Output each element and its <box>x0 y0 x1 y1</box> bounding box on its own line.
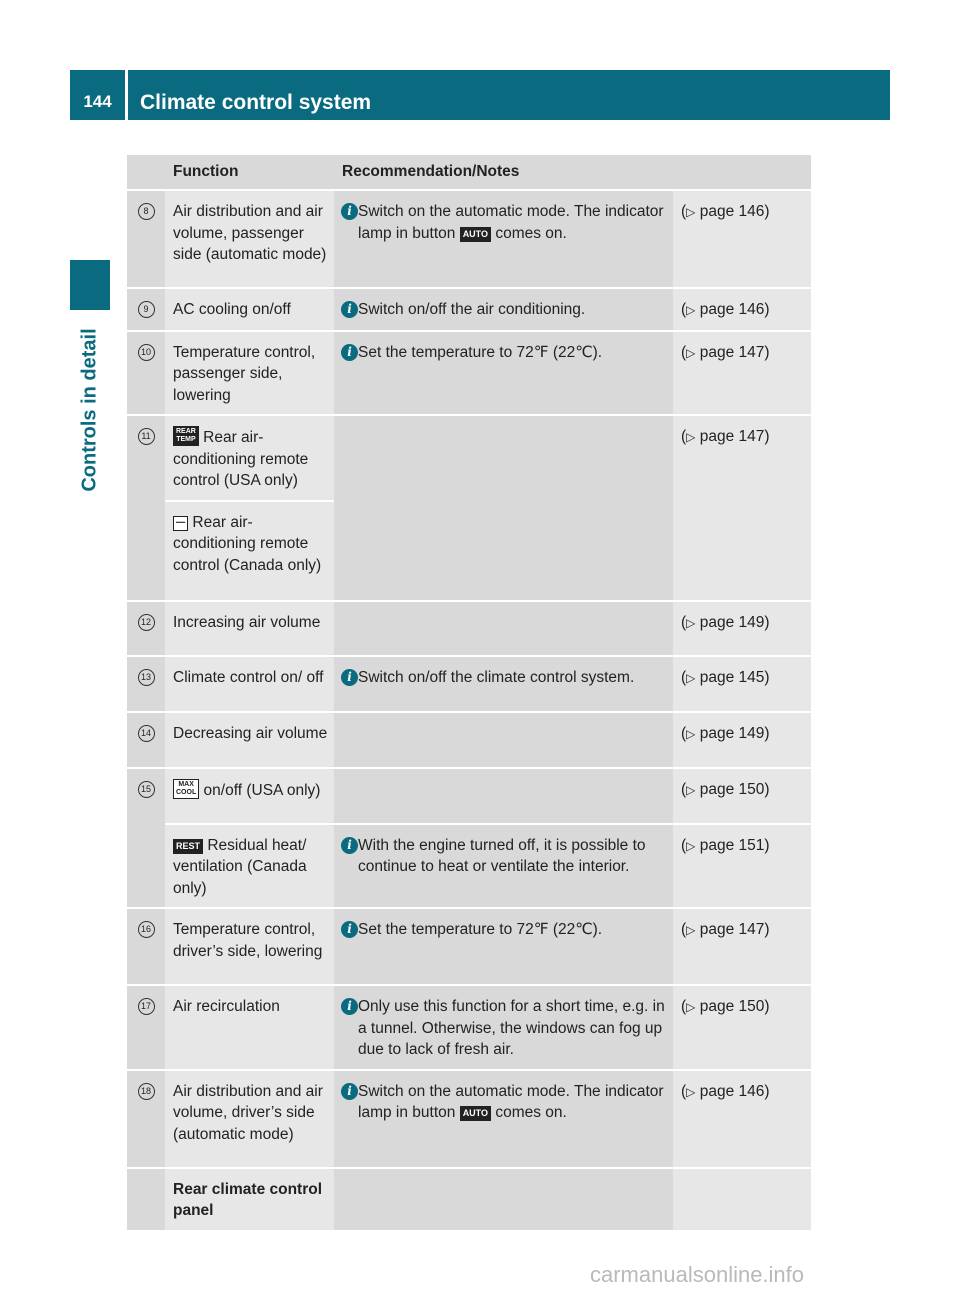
page-ref-cell[interactable]: (▷ page 147) <box>673 331 811 416</box>
note-text-end: comes on. <box>491 1104 567 1121</box>
table-row <box>127 824 811 909</box>
function-cell: Decreasing air volume <box>165 712 334 768</box>
note-cell <box>334 1070 673 1168</box>
page-ref-cell[interactable]: (▷ page 146) <box>673 288 811 331</box>
row-number <box>127 601 165 656</box>
header-page-cell <box>673 155 811 190</box>
triangle-icon: ▷ <box>686 345 696 360</box>
triangle-icon: ▷ <box>686 1000 696 1014</box>
section-title: Climate control system <box>140 91 372 114</box>
table-row <box>127 288 811 331</box>
function-cell <box>165 415 334 501</box>
note-text: Switch on/off the climate control system. <box>358 668 635 686</box>
function-cell: Rear climate control panel <box>165 1168 334 1231</box>
function-table <box>127 155 811 1232</box>
triangle-icon: ▷ <box>686 782 696 797</box>
table-row <box>127 712 811 768</box>
row-number <box>127 331 165 416</box>
function-cell: Temperature control, passenger side, lowering <box>165 331 334 416</box>
watermark: carmanualsonline.info <box>590 1262 805 1287</box>
function-text: Rear air-conditioning remote control (Canada only) <box>173 513 322 574</box>
rear-temp-top: REAR <box>176 428 196 435</box>
circled-number: 14 <box>138 725 155 742</box>
triangle-icon: ▷ <box>686 430 696 444</box>
function-cell <box>165 824 334 909</box>
side-label-text: Controls in detail <box>78 328 101 492</box>
triangle-icon: ▷ <box>686 726 696 741</box>
circled-number: 15 <box>138 781 155 798</box>
table-row <box>127 1168 811 1231</box>
max-cool-bottom: COOL <box>176 788 197 796</box>
page-number: 144 <box>83 92 112 111</box>
info-icon: i <box>341 998 358 1015</box>
row-number <box>127 1070 165 1168</box>
page-ref-cell[interactable]: (▷ page 149) <box>673 712 811 768</box>
info-icon: i <box>341 669 358 686</box>
info-icon: i <box>341 344 358 361</box>
page-ref[interactable]: page 147) <box>699 921 770 938</box>
triangle-icon: ▷ <box>686 205 696 219</box>
note-cell <box>334 908 673 985</box>
page-ref-cell[interactable]: (▷ page 146) <box>673 190 811 288</box>
note-text: Switch on/off the air conditioning. <box>358 301 586 318</box>
page-ref[interactable]: page 146) <box>699 203 770 220</box>
function-cell: AC cooling on/off <box>165 288 334 331</box>
page-ref-cell[interactable]: (▷ page 147) <box>673 415 811 601</box>
triangle-icon: ▷ <box>686 615 696 630</box>
note-text: Switch on the automatic mode. The indicator lamp in button <box>358 203 664 242</box>
info-icon: i <box>341 301 358 318</box>
function-cell <box>165 768 334 824</box>
note-cell <box>334 601 673 656</box>
triangle-icon: ▷ <box>686 1084 696 1099</box>
page-ref-cell <box>673 1168 811 1231</box>
note-cell <box>334 985 673 1070</box>
circled-number: 9 <box>138 301 155 318</box>
max-cool-top: MAX <box>178 780 194 788</box>
page-ref[interactable]: page 147) <box>699 428 770 445</box>
note-cell <box>334 768 673 824</box>
page-ref[interactable]: page 147) <box>699 343 770 361</box>
rear-fan-button-icon: ⲻⲻ <box>173 516 188 531</box>
note-cell <box>334 331 673 416</box>
page-ref[interactable]: page 150) <box>699 998 770 1015</box>
page-ref-cell[interactable]: (▷ page 150) <box>673 985 811 1070</box>
note-text: Set the temperature to 72℉ (22℃). <box>358 921 603 938</box>
rear-temp-button-icon <box>173 426 199 446</box>
max-cool-button-icon <box>173 779 199 799</box>
side-label <box>70 310 110 510</box>
page-ref-cell[interactable]: (▷ page 146) <box>673 1070 811 1168</box>
table-row <box>127 985 811 1070</box>
row-number <box>127 1168 165 1231</box>
table-row <box>127 656 811 712</box>
row-number <box>127 908 165 985</box>
rest-button-icon: REST <box>173 839 203 854</box>
row-number <box>127 768 165 909</box>
page-ref[interactable]: page 146) <box>699 301 770 318</box>
page-ref-cell[interactable]: (▷ page 150) <box>673 768 811 824</box>
note-cell <box>334 288 673 331</box>
header-num-cell <box>127 155 165 190</box>
page-ref-cell[interactable]: (▷ page 147) <box>673 908 811 985</box>
side-tab-block <box>70 260 110 310</box>
table-header-row <box>127 155 811 190</box>
function-cell: Climate control on/ off <box>165 656 334 712</box>
page-ref-cell[interactable]: (▷ page 145) <box>673 656 811 712</box>
function-cell: Air distribution and air volume, passenger side (automatic mode) <box>165 190 334 288</box>
row-number <box>127 190 165 288</box>
header-recommendation: Recommendation/Notes <box>334 155 673 190</box>
triangle-icon: ▷ <box>686 838 696 853</box>
note-cell <box>334 415 673 601</box>
info-icon: i <box>341 1083 358 1100</box>
page-ref[interactable]: page 150) <box>699 780 770 798</box>
row-number <box>127 288 165 331</box>
circled-number: 12 <box>138 614 155 631</box>
page-ref[interactable]: page 151) <box>699 836 770 854</box>
table-row <box>127 601 811 656</box>
row-number <box>127 415 165 601</box>
note-text: Only use this function for a short time, e.g. in a tunnel. Otherwise, the windows can fog up due to lack of fresh air. <box>358 998 665 1058</box>
circled-number: 11 <box>138 428 155 445</box>
page-ref-cell[interactable]: (▷ page 151) <box>673 824 811 909</box>
note-text: With the engine turned off, it is possible to continue to heat or ventilate the interior. <box>358 836 646 875</box>
function-text: Rear air-conditioning remote control (USA only) <box>173 429 309 489</box>
row-number <box>127 985 165 1070</box>
function-text: on/off (USA only) <box>199 781 321 799</box>
table-row <box>127 1070 811 1168</box>
table-row <box>127 415 811 501</box>
table-row <box>127 331 811 416</box>
note-cell <box>334 1168 673 1231</box>
table-row <box>127 190 811 288</box>
auto-button-icon: AUTO <box>460 1106 491 1121</box>
function-cell: Increasing air volume <box>165 601 334 656</box>
note-cell <box>334 824 673 909</box>
row-number <box>127 712 165 768</box>
page-ref-cell[interactable]: (▷ page 149) <box>673 601 811 656</box>
triangle-icon: ▷ <box>686 923 696 937</box>
info-icon: i <box>341 203 358 220</box>
header-function: Function <box>165 155 334 190</box>
circled-number: 8 <box>138 203 155 220</box>
table-row <box>127 768 811 824</box>
note-cell <box>334 712 673 768</box>
note-cell <box>334 656 673 712</box>
table-row <box>127 908 811 985</box>
header-divider <box>125 70 128 120</box>
function-text: Residual heat/ ventilation (Canada only) <box>173 836 307 897</box>
function-cell: Temperature control, driver’s side, lowering <box>165 908 334 985</box>
note-cell <box>334 190 673 288</box>
function-cell: Air distribution and air volume, driver’s side (automatic mode) <box>165 1070 334 1168</box>
circled-number: 16 <box>138 921 155 938</box>
circled-number: 17 <box>138 998 155 1015</box>
triangle-icon: ▷ <box>686 670 696 685</box>
page-ref[interactable]: page 145) <box>699 668 770 686</box>
circled-number: 10 <box>138 344 155 361</box>
function-cell <box>165 501 334 601</box>
auto-button-icon: AUTO <box>460 227 491 242</box>
circled-number: 13 <box>138 669 155 686</box>
page-ref[interactable]: page 149) <box>699 724 770 742</box>
function-cell: Air recirculation <box>165 985 334 1070</box>
note-text: Switch on the automatic mode. The indicator lamp in button <box>358 1082 664 1121</box>
note-text: Set the temperature to 72℉ (22℃). <box>358 343 603 361</box>
note-text-end: comes on. <box>491 224 567 242</box>
info-icon: i <box>341 837 358 854</box>
circled-number: 18 <box>138 1083 155 1100</box>
rear-temp-bottom: TEMP <box>176 436 196 443</box>
page-ref[interactable]: page 146) <box>699 1082 770 1100</box>
triangle-icon: ▷ <box>686 303 696 317</box>
page-ref[interactable]: page 149) <box>699 613 770 631</box>
info-icon: i <box>341 921 358 938</box>
row-number <box>127 656 165 712</box>
